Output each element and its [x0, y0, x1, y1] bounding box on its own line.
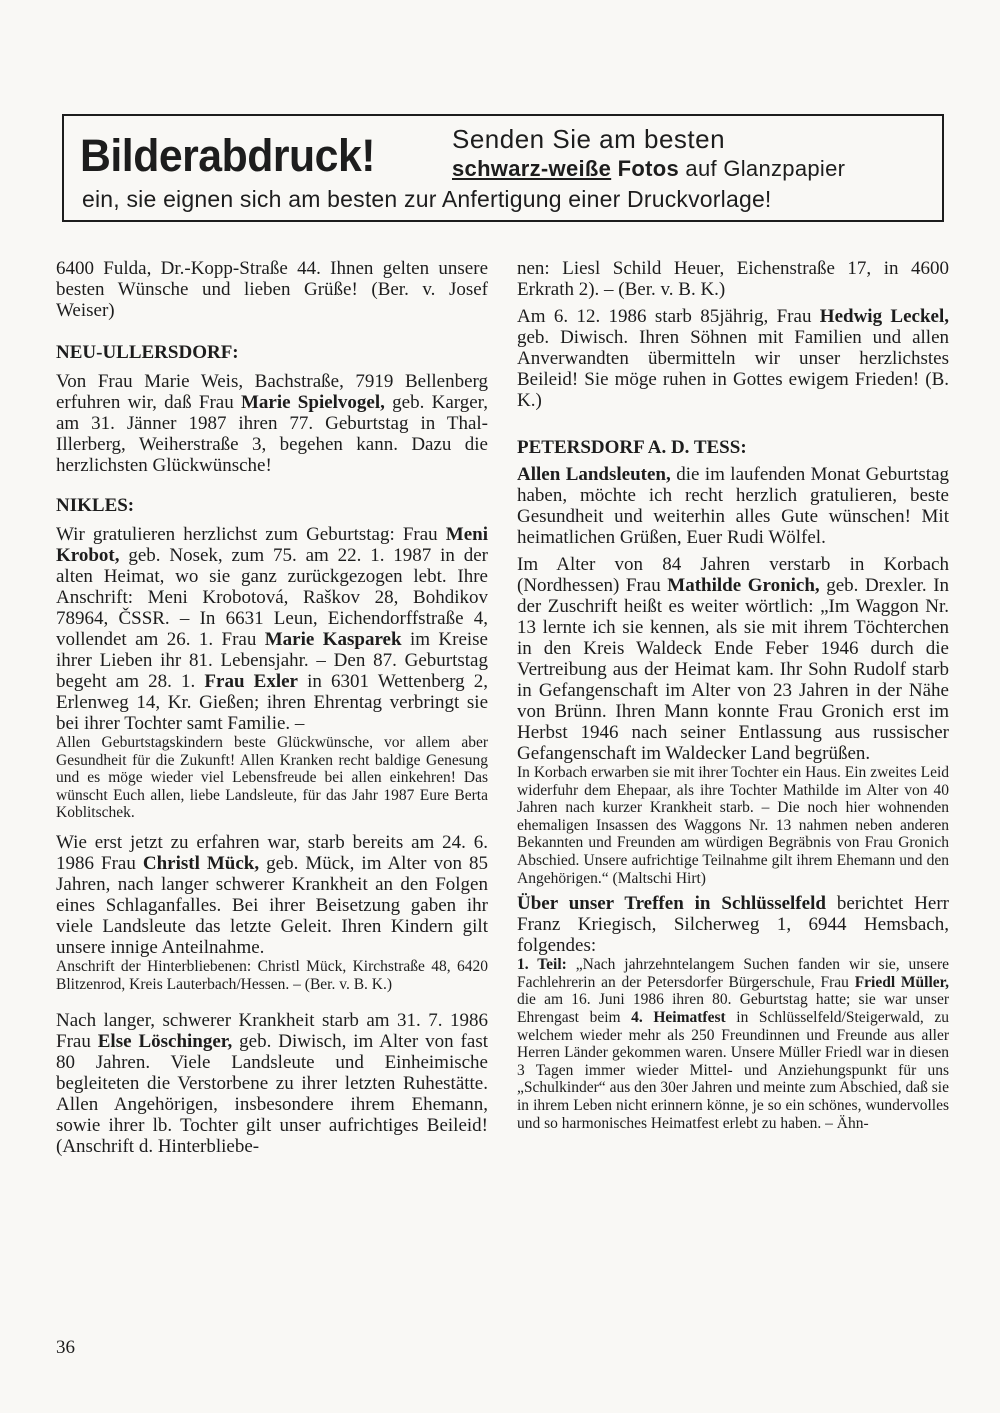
teil-one-paragraph: [517, 956, 949, 1132]
banner-title: Bilderabdruck!: [80, 130, 376, 181]
name-bold: Else Löschinger,: [97, 1031, 233, 1053]
name-bold: Meni Krobot,: [56, 524, 489, 566]
gronich-small: In Korbach erwarben sie mit ihrer Tochter ein Haus. Ein zweites Leid widerfuhr dem Ehepaar, als ihre Tochter Mathilde im Alter von 40 Jahren nach kurzer Krankheit starb. – Die noch hier wohnenden ehemaligen Insassen des Waggons Nr. 13 nahmen neben anderen Bekannten und Freunden am würdigen Begräbnis von Frau Gronich Abschied. Unsere aufrichtige Teilnahme gilt ihrem Ehemann und den Angehörigen.“ (Maltschi Hirt): [517, 764, 949, 887]
text-span: geb. Drexler. In der Zuschrift heißt es weiter wörtlich: „Im Waggon Nr. 13 lernte ich sie kennen, als sie mit ihrem Töchterchen in den Kreis Waldeck Ende Feber 1946 durch die Vertreibung aus der Heimat kam. Ihr Sohn Rudolf starb in Gefangenschaft im Alter von 23 Jahren in der Nähe von Brünn. Ihren Mann konnte Frau Gronich erst im Herbst 1946 nach seiner Entlassung aus russischer Gefangenschaft im Waldecker Land begrüßen.: [517, 575, 950, 764]
neu-ullersdorf-paragraph: [56, 371, 488, 476]
name-bold: Friedl Müller,: [854, 973, 949, 991]
name-bold: Marie Kasparek: [264, 629, 402, 650]
mueck-address-small: Anschrift der Hinterbliebenen: Christl Mück, Kirchstraße 48, 6420 Blitzenrod, Kreis Lauterbach/Hessen. – (Ber. v. B. K.): [56, 957, 488, 993]
banner-underlined: schwarz-weiße: [452, 156, 612, 181]
text-span: Von Frau Marie Weis, Bachstraße, 7919 Bellenberg erfuhren wir, daß Frau: [56, 371, 488, 413]
banner-line-3: ein, sie eignen sich am besten zur Anfertigung einer Druckvorlage!: [82, 186, 772, 212]
text-span: geb. Karger, am 31. Jänner 1987 ihren 77. Geburtstag in Thal-Illerberg, Weiherstraße 3, begehen kann. Dazu die herzlichsten Glückwünsche!: [56, 392, 489, 476]
name-bold: Frau Exler: [204, 671, 298, 692]
text-span: Nach langer, schwerer Krankheit starb am 31. 7. 1986 Frau: [56, 1010, 488, 1053]
photo-notice-banner: [62, 114, 944, 222]
fulda-paragraph: 6400 Fulda, Dr.-Kopp-Straße 44. Ihnen gelten unsere besten Wünsche und lieben Grüße! (Ber. v. Josef Weiser): [56, 258, 488, 321]
name-bold: Christl Mück,: [142, 852, 260, 874]
text-span: geb. Mück, im Alter von 85 Jahren, nach langer schwerer Krankheit an den Folgen eines Schlaganfalles. Bei ihrer Beisetzung gaben ihr viele Landsleute das letzte Geleit. Ihren Kindern gilt unsere innige Anteilnahme.: [56, 852, 489, 958]
leckel-paragraph: [517, 306, 949, 411]
label-bold: 1. Teil:: [517, 956, 567, 974]
treffen-paragraph: [517, 893, 949, 956]
text-span: in 6301 Wettenberg 2, Erlenweg 14, Kr. Gießen; ihren Ehrentag verbringt sie bei ihrer Tochter samt Familie. –: [56, 671, 488, 734]
neu-ullersdorf-heading: NEU-ULLERSDORF:: [56, 342, 239, 363]
name-bold: Allen Landsleuten,: [517, 464, 671, 485]
text-span: geb. Nosek, zum 75. am 22. 1. 1987 in der alten Heimat, wo sie ganz zurückgezogen lebt. Ihre Anschrift: Meni Krobotová, Raškov 28, Bohdikov 78964, ČSSR. – In 6631 Leun, Eichendorffstraße 4, vollendet am 26. 1. Frau: [56, 545, 488, 650]
text-span: geb. Diwisch. Ihren Söhnen mit Familien und allen Anverwandten übermitteln wir unser herzlichstes Beileid! Sie möge ruhen in Gottes ewigem Frieden! (B. K.): [517, 327, 949, 411]
right-column: [517, 258, 949, 1132]
text-span: „Nach jahrzehntelangem Suchen fanden wir sie, unsere Fachlehrerin an der Petersdorfer Bürgerschule, Frau: [517, 956, 950, 991]
banner-line-2: [452, 156, 845, 182]
mueck-paragraph: [56, 832, 488, 958]
name-bold: Hedwig Leckel,: [819, 306, 949, 327]
text-span: Am 6. 12. 1986 starb 85jährig, Frau: [517, 306, 812, 327]
nikles-paragraph: [56, 524, 488, 734]
banner-rest: auf Glanzpapier: [685, 156, 846, 181]
text-span: die im laufenden Monat Geburtstag haben, möchte ich recht herzlich gratulieren, beste Gesundheit und weiterhin alles Gute wünschen! Mit heimatlichen Grüßen, Euer Rudi Wölfel.: [517, 464, 950, 548]
gronich-paragraph: [517, 554, 949, 764]
text-span: Wir gratulieren herzlichst zum Geburtstag: Frau: [56, 524, 438, 545]
name-bold: Über unser Treffen in Schlüsselfeld: [517, 893, 826, 915]
banner-bold: Fotos: [617, 156, 679, 181]
nikles-greeting-small: Allen Geburtstagskindern beste Glückwünsche, vor allem aber Gesundheit für die Zukunft! Allen Kranken recht baldige Genesung und es möge wieder viel Lebensfreude bei allen einkehren! Das wünscht Euch allen, liebe Landsleute, für das Jahr 1987 Eure Berta Koblitschek.: [56, 734, 488, 822]
left-column: [56, 258, 488, 1157]
nikles-heading: NIKLES:: [56, 495, 135, 516]
text-span: Wie erst jetzt zu erfahren war, starb bereits am 24. 6. 1986 Frau: [56, 831, 488, 874]
name-bold: 4. Heimatfest: [631, 1008, 726, 1026]
petersdorf-heading: PETERSDORF A. D. TESS:: [517, 437, 747, 458]
text-span: Im Alter von 84 Jahren verstarb in Korbach (Nordhessen) Frau: [517, 554, 949, 596]
page-number: 36: [56, 1337, 75, 1358]
petersdorf-greeting: [517, 464, 949, 548]
text-span: berichtet Herr Franz Kriegisch, Silcherweg 1, 6944 Hemsbach, folgendes:: [517, 893, 949, 957]
banner-line-1: Senden Sie am besten: [452, 124, 726, 154]
name-bold: Mathilde Gronich,: [667, 575, 820, 596]
name-bold: Marie Spielvogel,: [240, 392, 385, 413]
schild-paragraph: nen: Liesl Schild Heuer, Eichenstraße 17, in 4600 Erkrath 2). – (Ber. v. B. K.): [517, 258, 949, 300]
text-span: die am 16. Juni 1986 ihren 80. Geburtstag hatte; sie war unser Ehrengast beim: [517, 991, 949, 1026]
text-span: geb. Diwisch, im Alter von fast 80 Jahren. Viele Landsleute und Einheimische begleiteten die Verstorbene zu ihrer letzten Ruhestätte. Allen Angehörigen, insbesondere ihrem Ehemann, sowie ihrer lb. Tochter gilt unser aufrichtiges Beileid! (Anschrift d. Hinterbliebe-: [56, 1031, 488, 1158]
loeschinger-paragraph: [56, 1010, 488, 1157]
text-span: im Kreise ihrer Lieben ihr 81. Lebensjahr. – Den 87. Geburtstag begeht am 28. 1.: [56, 629, 488, 692]
text-span: in Schlüsselfeld/Steigerwald, zu welchem wieder mehr als 250 Freundinnen und Freunde aus aller Herren Länder gekommen waren. Unsere Müller Friedl war in diesen 3 Tagen immer wieder Mittel- und Anziehungspunkt für uns „Schulkinder“ aus den 30er Jahren und meinte zum Abschied, daß sie in ihrem Leben nicht erinnern könne, je so ein schönes, wundervolles und so harmonisches Heimatfest erlebt zu haben. – Ähn-: [517, 1008, 949, 1132]
